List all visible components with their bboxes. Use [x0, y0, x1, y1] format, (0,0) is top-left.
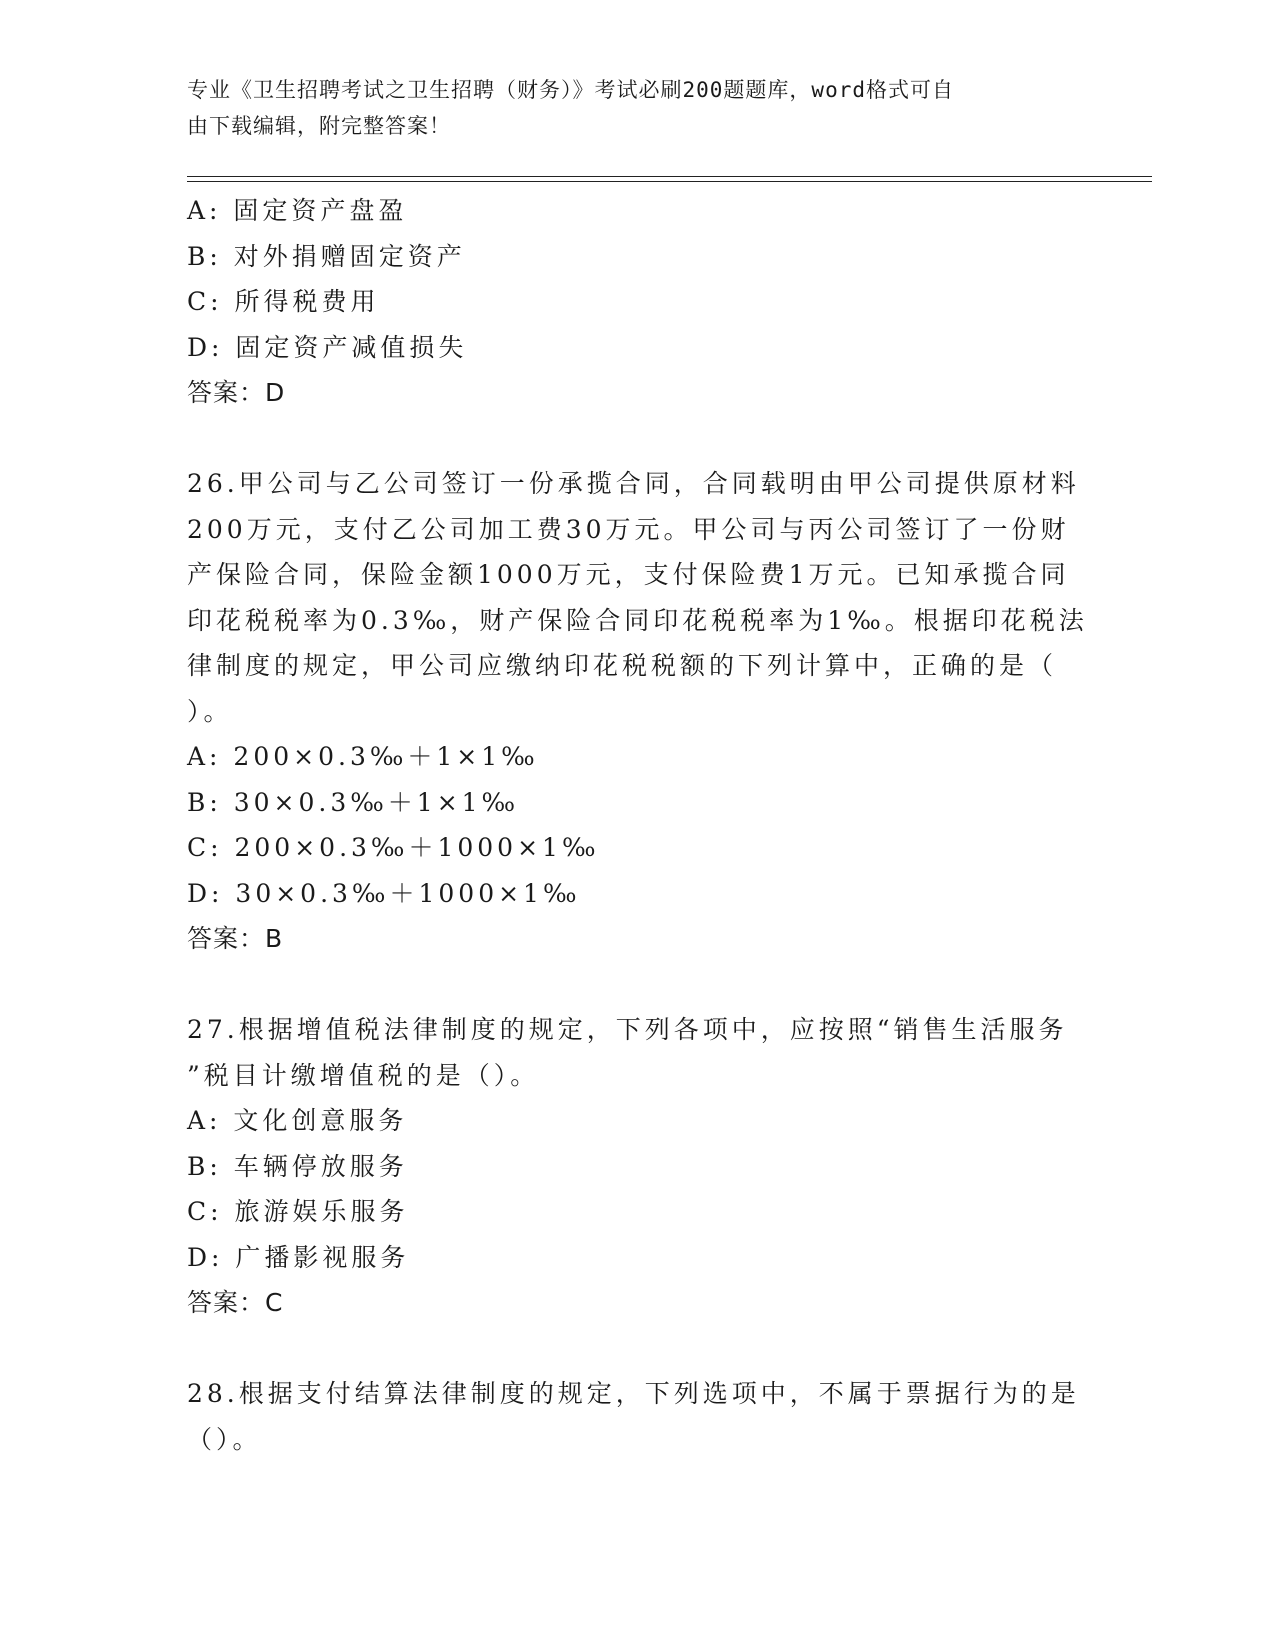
question-text-line: ”税目计缴增值税的是（）。 — [187, 1060, 540, 1090]
spacer — [187, 1326, 1077, 1372]
question-text-line: 200万元，支付乙公司加工费30万元。甲公司与丙公司签订了一份财 — [187, 514, 1070, 544]
question-text-line: 律制度的规定，甲公司应缴纳印花税税额的下列计算中，正确的是（ — [187, 651, 1058, 680]
option-a: A: 文化创意服务 — [187, 1106, 408, 1135]
header-divider — [187, 176, 1152, 182]
question-text-line: 28.根据支付结算法律制度的规定，下列选项中，不属于票据行为的是 — [187, 1379, 1080, 1408]
option-b: B: 对外捐赠固定资产 — [187, 241, 466, 271]
option-c: C: 所得税费用 — [187, 287, 380, 316]
question-text-line: 26.甲公司与乙公司签订一份承揽合同，合同载明由甲公司提供原材料 — [187, 469, 1080, 498]
answer: 答案：B — [187, 924, 284, 953]
question-27 — [187, 1007, 1077, 1326]
option-d: D: 30×0.3‰＋1000×1‰ — [187, 878, 581, 908]
option-c: C: 旅游娱乐服务 — [187, 1197, 409, 1226]
option-b: B: 30×0.3‰＋1×1‰ — [187, 787, 520, 817]
option-c: C: 200×0.3‰＋1000×1‰ — [187, 833, 600, 862]
question-content — [187, 188, 1088, 1462]
option-b: B: 车辆停放服务 — [187, 1151, 408, 1181]
header-line-1: 专业《卫生招聘考试之卫生招聘（财务）》考试必刷200题题库，word格式可自 — [187, 78, 954, 102]
question-text-line: 产保险合同，保险金额1000万元，支付保险费1万元。已知承揽合同 — [187, 560, 1070, 589]
option-a: A: 固定资产盘盈 — [187, 196, 408, 225]
option-d: D: 广播影视服务 — [187, 1242, 410, 1272]
question-text-line: 27.根据增值税法律制度的规定，下列各项中，应按照“销售生活服务 — [187, 1015, 1068, 1044]
question-text-line: ）。 — [187, 696, 233, 726]
page-header — [187, 72, 1067, 144]
spacer — [187, 416, 1077, 462]
option-d: D: 固定资产减值损失 — [187, 332, 468, 362]
question-28 — [187, 1371, 1080, 1462]
question-25 — [187, 188, 1077, 416]
question-26 — [187, 461, 1088, 962]
option-a: A: 200×0.3‰＋1×1‰ — [187, 742, 539, 771]
question-text-line: （）。 — [187, 1424, 262, 1454]
answer: 答案：D — [187, 378, 286, 407]
spacer — [187, 962, 1077, 1008]
header-line-2: 由下载编辑，附完整答案！ — [187, 114, 451, 138]
question-text-line: 印花税税率为0.3‰，财产保险合同印花税税率为1‰。根据印花税法 — [187, 605, 1088, 635]
answer: 答案：C — [187, 1288, 284, 1317]
